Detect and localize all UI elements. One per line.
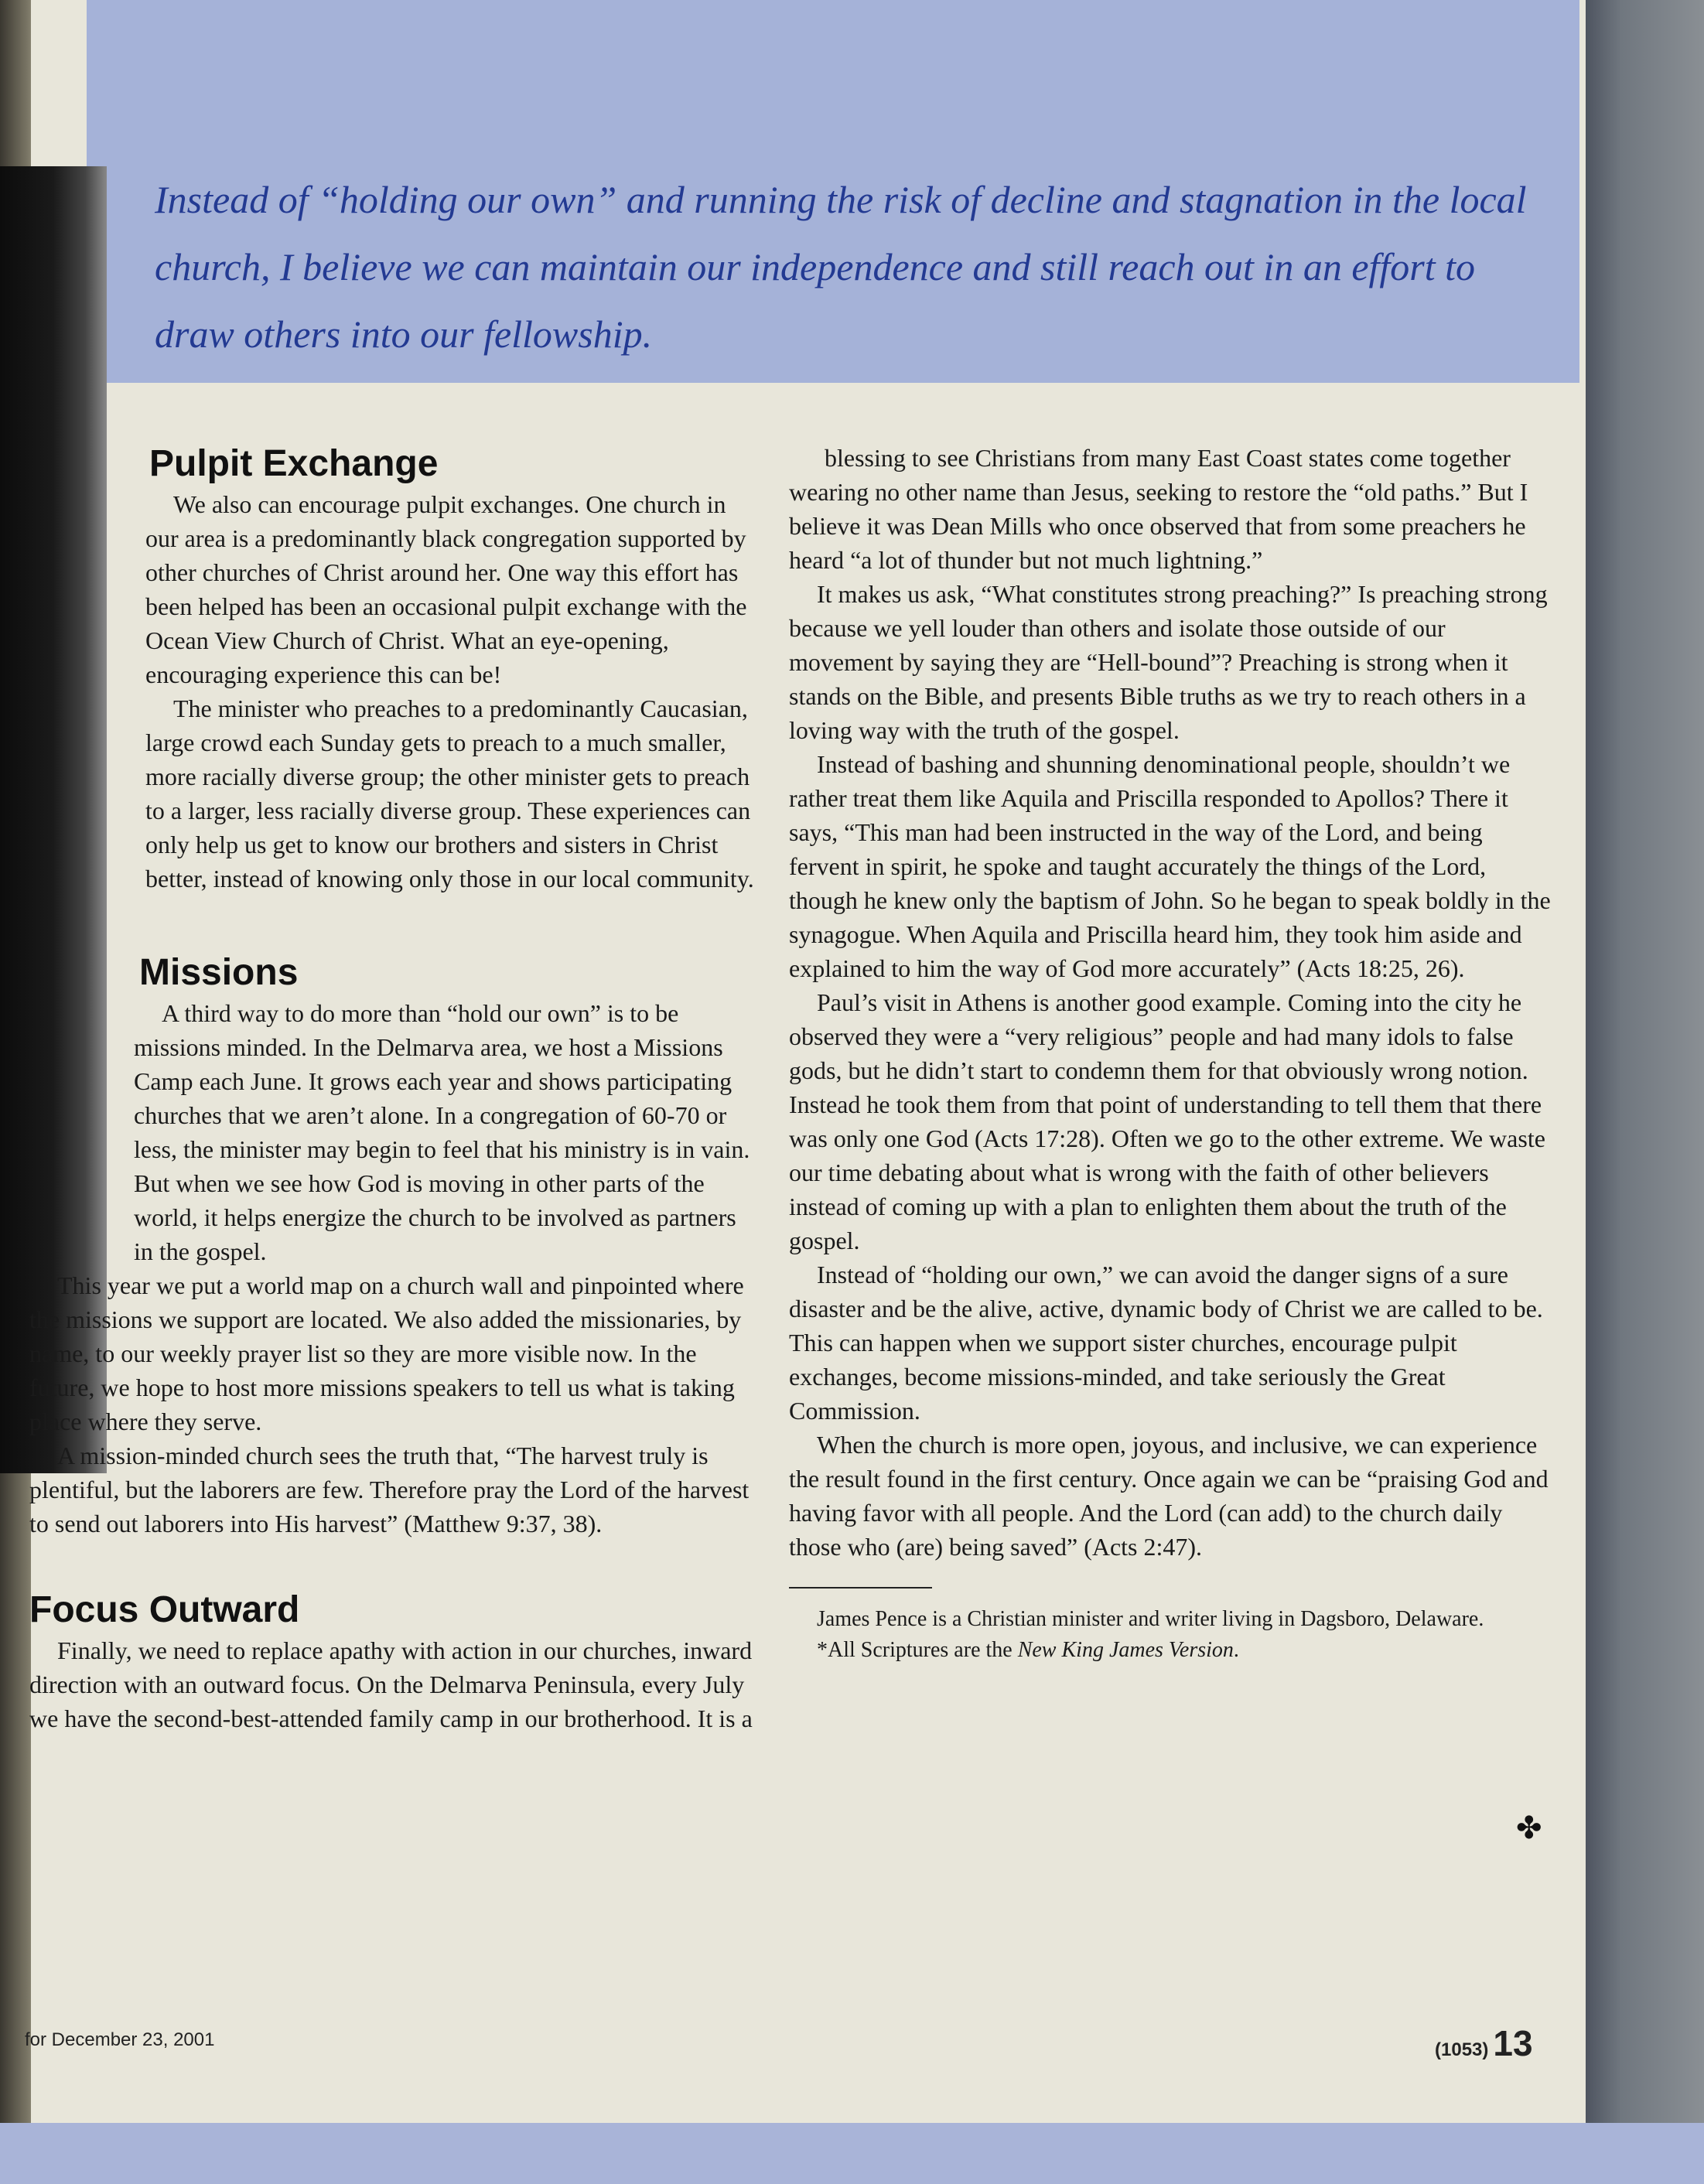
paragraph: Paul’s visit in Athens is another good example. Coming into the city he observed they were a “very religious” people and had many idols to false gods, but he didn’t start to condemn them for that obviously wrong notion. Instead he took them from that point of understanding to tell them that there was only one God (Acts 17:28). Often we go to the other extreme. We waste our time debating about what is wrong with the faith of other believers instead of coming up with a plan to enlighten them about the truth of the gospel. [789, 988, 1545, 1254]
paragraph: It makes us ask, “What constitutes strong preaching?” Is preaching strong because we yell louder than others and isolate those outside of our movement by saying they are “Hell-bound”? Preaching is strong when it stands on the Bible, and presents Bible truths as we try to reach others in a loving way with the truth of the gospel. [789, 580, 1548, 744]
section-missions [29, 950, 760, 1541]
scripture-version: New King James Version [1017, 1638, 1234, 1662]
issue-number: (1053) [1435, 2039, 1489, 2060]
paragraph: A third way to do more than “hold our own” is to be missions minded. In the Delmarva area, we host a Missions Camp each June. It grows each year and shows participating churches that we aren’t alone. In a congregation of 60-70 or less, the minister may begin to feel that his ministry is in vain. But when we see how God is moving in other parts of the world, it helps energize the church to be involved as partners in the gospel. [134, 999, 750, 1265]
paragraph: blessing to see Christians from many East Coast states come together wearing no other name than Jesus, seeking to restore the “old paths.” But I believe it was Dean Mills who once observed that from some preachers he heard “a lot of thunder but not much lightning.” [789, 444, 1528, 574]
page-number: 13 [1493, 2023, 1533, 2063]
end-of-article-icon: ✤ [1516, 1810, 1542, 1845]
paragraph: When the church is more open, joyous, and inclusive, we can experience the result found in the first century. Once again we can be “praising God and having favor with all people. And the Lord (can add) to the church daily those who (are) being saved” (Acts 2:47). [789, 1431, 1549, 1561]
scripture-note [789, 1635, 1551, 1666]
section-heading: Pulpit Exchange [149, 443, 439, 484]
scan-right-edge [1586, 0, 1704, 2184]
paragraph: A mission-minded church sees the truth that, “The harvest truly is plentiful, but the laborers are few. Therefore pray the Lord of the harvest to send out laborers into His harvest” (Matthew 9:37, 38). [29, 1442, 750, 1537]
left-column [29, 441, 760, 1735]
scripture-note-suffix: . [1233, 1638, 1239, 1662]
paragraph: This year we put a world map on a church wall and pinpointed where the missions we support are located. We also added the missionaries, by name, to our weekly prayer list so they are more visible now. In the future, we hope to host more missions speakers to tell us what is taking place where they serve. [29, 1271, 744, 1435]
right-column [789, 441, 1551, 1666]
bottom-blue-band [0, 2123, 1704, 2184]
section-heading: Missions [139, 952, 299, 993]
author-bio: James Pence is a Christian minister and writer living in Dagsboro, Delaware. [817, 1607, 1484, 1631]
issue-date: for December 23, 2001 [25, 2029, 215, 2050]
section-focus-outward [29, 1587, 760, 1735]
pull-quote: Instead of “holding our own” and running the risk of decline and stagnation in the local church, I believe we can maintain our independence and still reach out in an effort to draw others into our fellowship. [155, 178, 1527, 356]
section-heading: Focus Outward [29, 1589, 300, 1630]
page-footer [1435, 2022, 1533, 2064]
paragraph: Instead of “holding our own,” we can avoid the danger signs of a sure disaster and be the alive, active, dynamic body of Christ we are called to be. This can happen when we support sister churches, encourage pulpit exchanges, become missions-minded, and take seriously the Great Commission. [789, 1261, 1543, 1425]
paragraph: We also can encourage pulpit exchanges. One church in our area is a predominantly black congregation supported by other churches of Christ around her. One way this effort has been helped has been an occasional pulpit exchange with the Ocean View Church of Christ. What an eye-opening, encouraging experience this can be! [145, 490, 747, 688]
paragraph: Finally, we need to replace apathy with action in our churches, inward direction with an outward focus. On the Delmarva Peninsula, every July we have the second-best-attended family camp in our brotherhood. It is a [29, 1636, 753, 1732]
divider [789, 1587, 932, 1589]
paragraph: The minister who preaches to a predominantly Caucasian, large crowd each Sunday gets to preach to a much smaller, more racially diverse group; the other minister gets to preach to a larger, less racially diverse group. These experiences can only help us get to know our brothers and sisters in Christ better, instead of knowing only those in our local community. [145, 694, 754, 892]
scripture-note-prefix: *All Scriptures are the [817, 1638, 1018, 1662]
paragraph: Instead of bashing and shunning denominational people, shouldn’t we rather treat them like Aquila and Priscilla responded to Apollos? There it says, “This man had been instructed in the way of the Lord, and being fervent in spirit, he spoke and taught accurately the things of the Lord, though he knew only the baptism of John. So he began to speak boldly in the synagogue. When Aquila and Priscilla heard him, they took him aside and explained to him the way of God more accurately” (Acts 18:25, 26). [789, 750, 1551, 982]
section-pulpit-exchange [29, 441, 760, 896]
